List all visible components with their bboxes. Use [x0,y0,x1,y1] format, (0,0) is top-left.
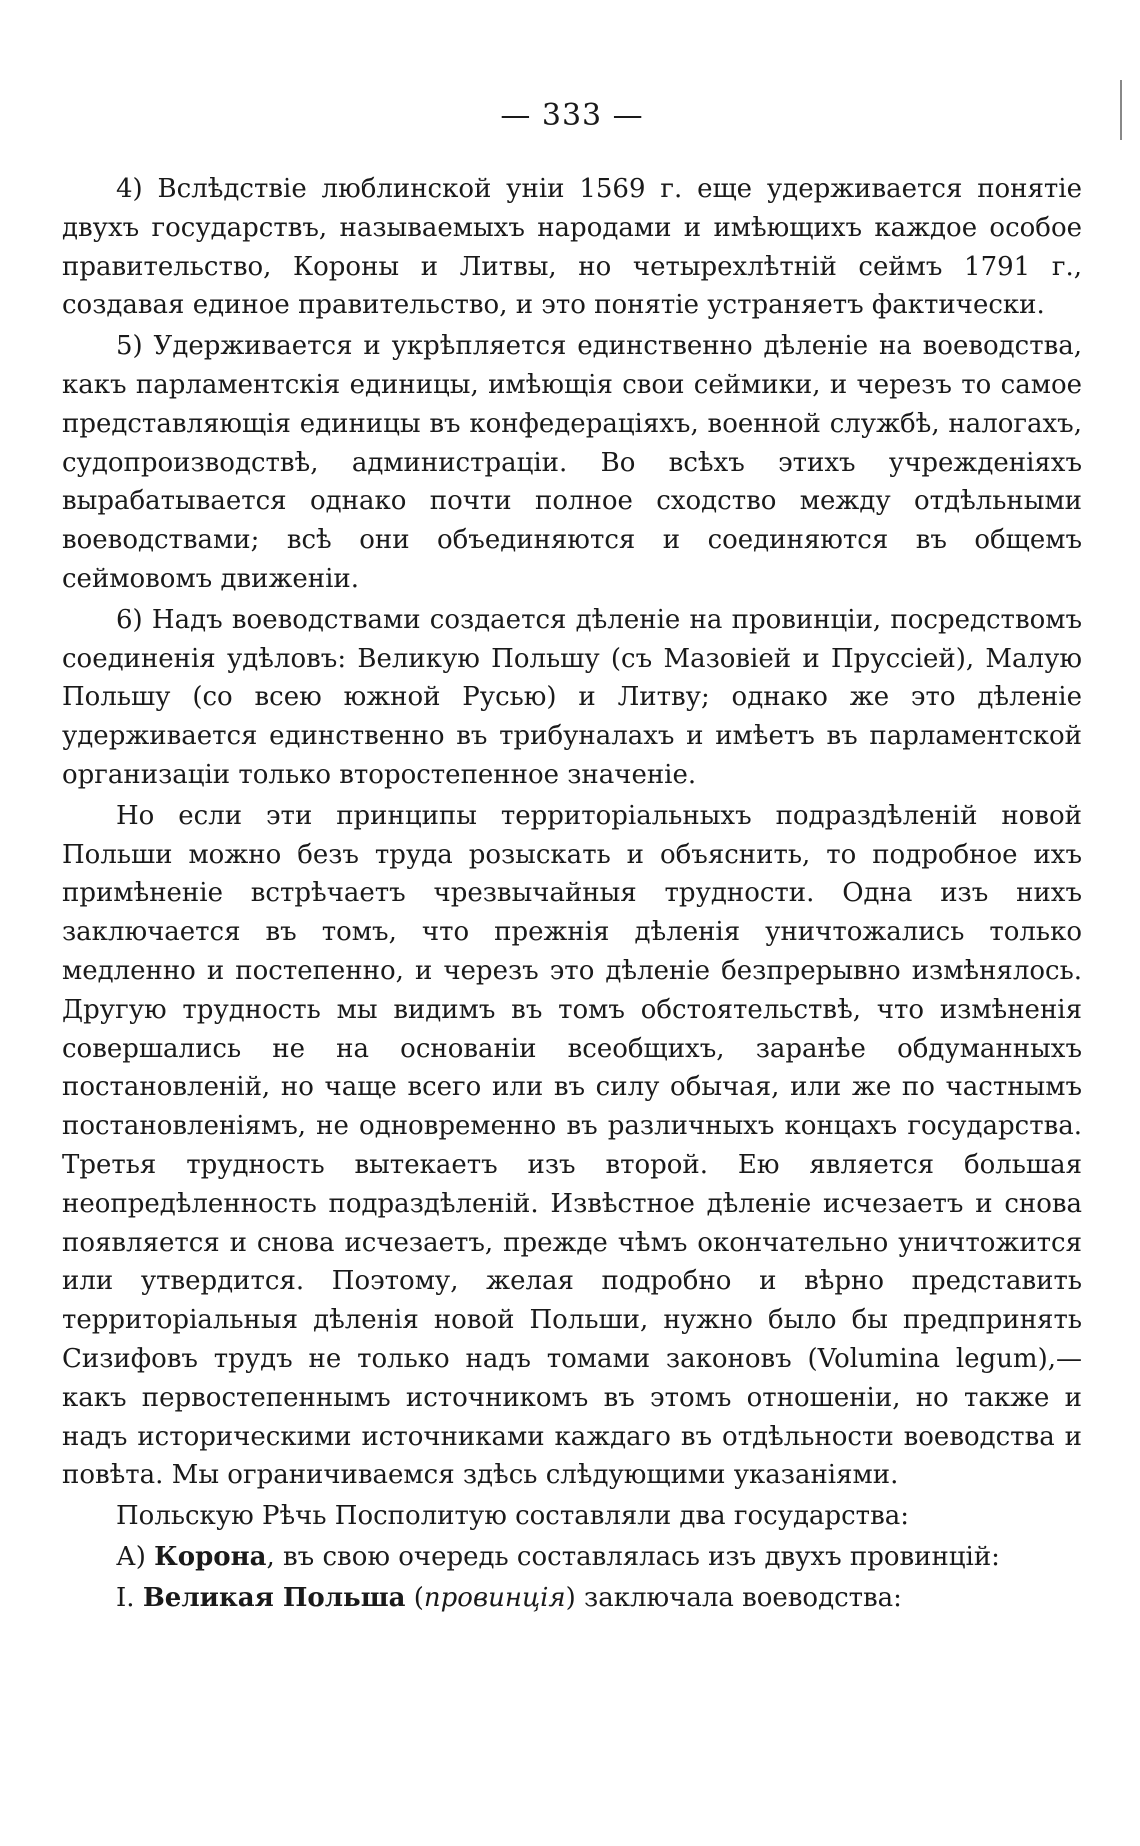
paragraph-6: 6) Надъ воеводствами создается дѣленіе на провинціи, посредствомъ соединенія удѣловъ: Великую Польшу (съ Мазовіей и Пруссіей), Малую Польшу (со всею южной Русью) и Литву; однако же это дѣленіе удерживается единственно въ трибуналахъ и имѣетъ въ парламентской организаціи только второстепенное значеніе. [62,604,1082,790]
line-i-open-paren: ( [413,1582,424,1613]
line-i-italic-term: провинція [423,1582,566,1613]
paragraph-5: 5) Удерживается и укрѣпляется единственно дѣленіе на воеводства, какъ парламентскія единицы, имѣющія свои сеймики, и черезъ то самое представляющія единицы въ конфедераціяхъ, военной службѣ, налогахъ, судопроизводствѣ, администраціи. Во всѣхъ этихъ учрежденіяхъ вырабатывается однако почти полное сходство между отдѣльными воеводствами; всѣ они объединяются и соединяются въ общемъ сеймовомъ движеніи. [62,331,1082,594]
line-i-great-poland [62,1579,1082,1618]
paragraph-two-states: Польскую Рѣчь Посполитую составляли два государства: [116,1501,909,1532]
line-i-prefix: I. [116,1582,135,1613]
line-i-bold-term: Великая Польша [142,1582,406,1613]
line-a-prefix: А) [116,1541,146,1572]
paragraph-difficulties: Но если эти принципы территоріальныхъ подраздѣленій новой Польши можно безъ труда розыскать и объяснить, то подробное ихъ примѣненіе встрѣчаетъ чрезвычайныя трудности. Одна изъ нихъ заключается въ томъ, что прежнія дѣленія уничтожались только медленно и постепенно, и черезъ это дѣленіе безпрерывно измѣнялось. Другую трудность мы видимъ въ томъ обстоятельствѣ, что измѣненія совершались не на основаніи всеобщихъ, заранѣе обдуманныхъ постановленій, но чаще всего или въ силу обычая, или же по частнымъ постановленіямъ, не одновременно въ различныхъ концахъ государства. Третья трудность вытекаетъ изъ второй. Ею является большая неопредѣленность подраздѣленій. Извѣстное дѣленіе исчезаетъ и снова появляется и снова исчезаетъ, прежде чѣмъ окончательно уничтожится или утвердится. Поэтому, желая подробно и вѣрно представить территоріальныя дѣленія новой Польши, нужно было бы предпринять Сизифовъ трудъ не только надъ томами законовъ (Volumina legum),—какъ первостепеннымъ источникомъ въ этомъ отношеніи, но также и надъ историческими источниками каждаго въ отдѣльности воеводства и повѣта. Мы ограничиваемся здѣсь слѣдующими указаніями. [62,800,1082,1491]
line-a-korona [62,1538,1082,1577]
line-a-rest: , въ свою очередь составлялась изъ двухъ провинцій: [266,1541,1000,1572]
line-a-bold-term: Корона [154,1541,267,1572]
line-i-rest: ) заключала воеводства: [565,1582,902,1613]
book-page [62,96,1082,1619]
page-number: — 333 — [500,98,644,133]
paragraph-4: 4) Вслѣдствіе люблинской уніи 1569 г. еще удерживается понятіе двухъ государствъ, называемыхъ народами и имѣющихъ каждое особое правительство, Короны и Литвы, но четырехлѣтній сеймъ 1791 г., создавая единое правительство, и это понятіе устраняетъ фактически. [62,174,1082,321]
scan-edge-mark [1120,80,1122,140]
